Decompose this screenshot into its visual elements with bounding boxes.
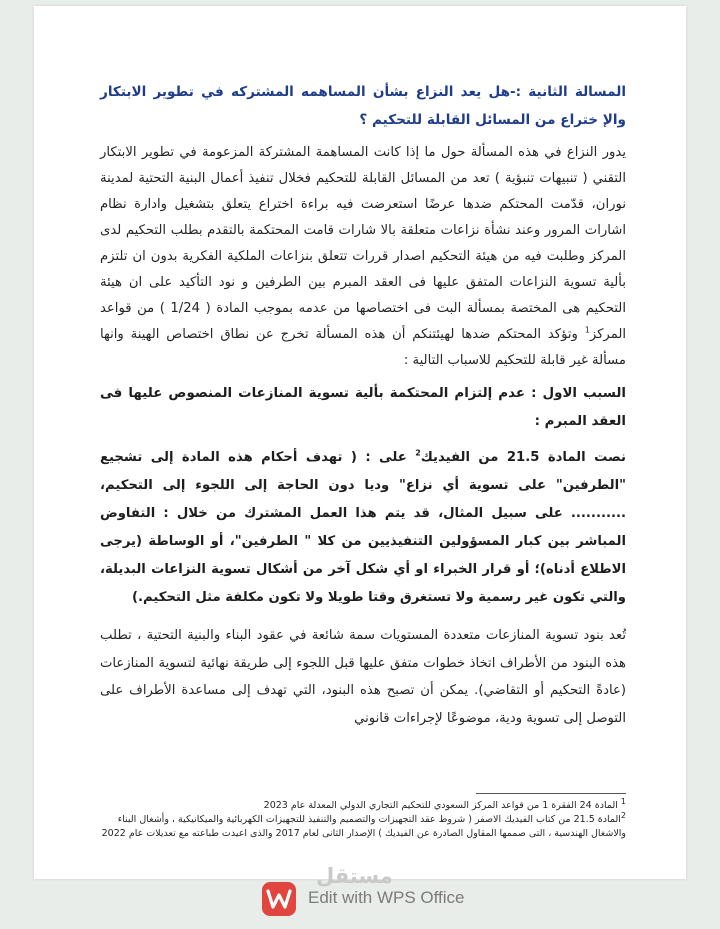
footnote-ref-1[interactable]: 1 — [584, 325, 590, 335]
footnote-1 — [100, 796, 626, 813]
section-heading: المسالة الثانية :-هل يعد النزاع بشأن المساهمه المشتركه في تطوير الابتكار والإ ختراع من المسائل القابلة للتحكيم ؟ — [100, 84, 626, 128]
footnote-2-number: 2 — [620, 810, 626, 820]
paragraph-dispute-tail: وتؤكد المحتكم ضدها لهيئتنكم أن هذه المسألة تخرج عن نطاق اختصاص الهينة وانها مسألة غير قابلة للتحكيم للاسباب التالية : — [100, 327, 626, 368]
document-page — [34, 6, 686, 879]
footnote-2 — [100, 810, 626, 841]
paragraph-dispute — [100, 140, 626, 374]
footnote-2-text: المادة 21.5 من كتاب الفيديك الاصفر ( شروط عقد التجهيزات والتصميم والتنفيذ للتجهيزات الكهربائية والميكانيكية ، وأشغال البناء والاشغال الهندسية ، التى صممها المقاول الصادرة عن الفيديك ) الإصدار الثانى لعام 2017 والذى اعيدت طباعته مع تعديلات عام 2022 — [101, 814, 626, 839]
paragraph-tiered-clauses: تُعد بنود تسوية المنازعات متعددة المستويات سمة شائعة في عقود البناء والبنية التحتية ، تطلب هذه البنود من الأطراف اتخاذ خطوات متفق عليها قبل اللجوء إلى طريقة نهائية لتسوية المنازعات (عادةً التحكيم أو التقاضي). يمكن أن تصبح هذه البنود، التي تهدف إلى مساعدة الأطراف على التوصل إلى تسوية ودية، موضوعًا لإجراءات قانوني — [100, 628, 626, 726]
reason-heading: السبب الاول : عدم إلتزام المحتكمة بألية تسوية المنازعات المنصوص عليها فى العقد المبرم : — [100, 386, 626, 429]
footnote-1-text: المادة 24 الفقرة 1 من قواعد المركز السعودي للتحكيم التجاري الدولي المعدلة عام 2023 — [263, 800, 621, 811]
quoted-article-text: على : ( تهدف أحكام هذه المادة إلى تشجيع "الطرفين" على تسوية أي نزاع" وديا دون الحاجة إلى اللجوء إلى التحكيم، ........... على سبيل المثال، قد يتم هذا العمل المشترك من خلال : التفاوض المباشر بين كبار المسؤولين التنفيذيين من كلا " الطرفين"، أو الوساطة (يرجى الاطلاع أدناه)؛ أو قرار الخبراء او أي شكل آخر من أشكال تسوية النزاعات البديلة، والتي تكون غير رسمية ولا تستغرق وقتا طويلا ولا تكون مكلفة مثل التحكيم.) — [100, 450, 626, 605]
site-watermark: مستقل — [316, 864, 393, 888]
footnote-ref-2[interactable]: 2 — [415, 448, 421, 458]
quoted-article-lead: نصت المادة 21.5 من الفيديك — [420, 450, 626, 465]
edit-with-wps-label: Edit with WPS Office — [308, 888, 465, 907]
edit-with-wps-button[interactable] — [0, 882, 720, 922]
document-body — [100, 78, 626, 732]
footnotes — [100, 796, 626, 841]
wps-logo-icon — [262, 882, 296, 916]
footnote-separator — [476, 793, 626, 794]
footnote-1-number: 1 — [620, 796, 626, 806]
paragraph-dispute-text: يدور النزاع في هذه المسألة حول ما إذا كانت المساهمة المشتركة المزعومة في تطوير الابتكار التقني ( تنبيهات تنبؤية ) تعد من المسائل القابلة للتحكيم فخلال تنفيذ أعمال البنية التحتية لمدينة نوران، قدّمت المحتكم ضدها عرضًا استعرضت فيه براءة اختراع يتعلق بتشغيل وادارة نظام اشارات المرور وعند نشأة نزاعات متعلقة بالا شارات قامت المحتكمة بالتقدم بطلب التحكيم لدى المركز وطلبت فيه من هيئة التحكيم اصدار قررات تتعلق بنزاعات الملكية الفكرية بدون ان تلتزم بألية تسوية النزاعات المتفق عليها فى العقد المبرم بين الطرفين و نود التأكيد على ان هيئة التحكيم هى المختصة بمسألة البت فى اختصاصها من عدمه بموجب المادة ( 1/24 ) من قواعد المركز — [100, 145, 626, 342]
quoted-article — [100, 444, 626, 612]
